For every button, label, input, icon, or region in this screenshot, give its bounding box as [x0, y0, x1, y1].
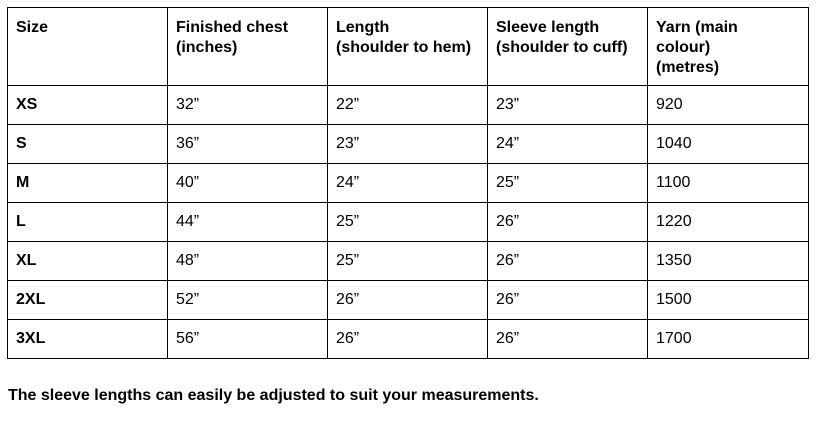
chest-cell: 40” [168, 164, 328, 203]
chest-cell: 52” [168, 281, 328, 320]
size-cell: XS [8, 86, 168, 125]
header-finished-chest: Finished chest (inches) [168, 8, 328, 86]
sleeve-cell: 26” [488, 281, 648, 320]
table-row [8, 164, 809, 203]
table-body [8, 86, 809, 359]
size-cell: L [8, 203, 168, 242]
table-header [8, 8, 809, 86]
sleeve-cell: 25” [488, 164, 648, 203]
sleeve-cell: 26” [488, 242, 648, 281]
header-length: Length (shoulder to hem) [328, 8, 488, 86]
header-yarn: Yarn (main colour) (metres) [648, 8, 809, 86]
size-chart-table [7, 7, 809, 359]
length-cell: 25” [328, 242, 488, 281]
size-cell: M [8, 164, 168, 203]
chest-cell: 44” [168, 203, 328, 242]
yarn-cell: 920 [648, 86, 809, 125]
sleeve-cell: 23” [488, 86, 648, 125]
chest-cell: 36” [168, 125, 328, 164]
table-row [8, 203, 809, 242]
header-sleeve-length: Sleeve length (shoulder to cuff) [488, 8, 648, 86]
chest-cell: 56” [168, 320, 328, 359]
table-row [8, 125, 809, 164]
size-cell: S [8, 125, 168, 164]
chest-cell: 32” [168, 86, 328, 125]
length-cell: 25” [328, 203, 488, 242]
sleeve-cell: 26” [488, 320, 648, 359]
header-size: Size [8, 8, 168, 86]
table-row [8, 86, 809, 125]
yarn-cell: 1700 [648, 320, 809, 359]
yarn-cell: 1040 [648, 125, 809, 164]
size-cell: 2XL [8, 281, 168, 320]
header-row [8, 8, 809, 86]
size-cell: XL [8, 242, 168, 281]
table-row [8, 320, 809, 359]
length-cell: 26” [328, 281, 488, 320]
size-cell: 3XL [8, 320, 168, 359]
yarn-cell: 1220 [648, 203, 809, 242]
length-cell: 24” [328, 164, 488, 203]
sleeve-cell: 24” [488, 125, 648, 164]
yarn-cell: 1100 [648, 164, 809, 203]
length-cell: 23” [328, 125, 488, 164]
yarn-cell: 1350 [648, 242, 809, 281]
length-cell: 22” [328, 86, 488, 125]
yarn-cell: 1500 [648, 281, 809, 320]
chest-cell: 48” [168, 242, 328, 281]
table-row [8, 281, 809, 320]
sleeve-adjustment-note: The sleeve lengths can easily be adjusted to suit your measurements. [8, 387, 539, 404]
sleeve-cell: 26” [488, 203, 648, 242]
table-row [8, 242, 809, 281]
length-cell: 26” [328, 320, 488, 359]
